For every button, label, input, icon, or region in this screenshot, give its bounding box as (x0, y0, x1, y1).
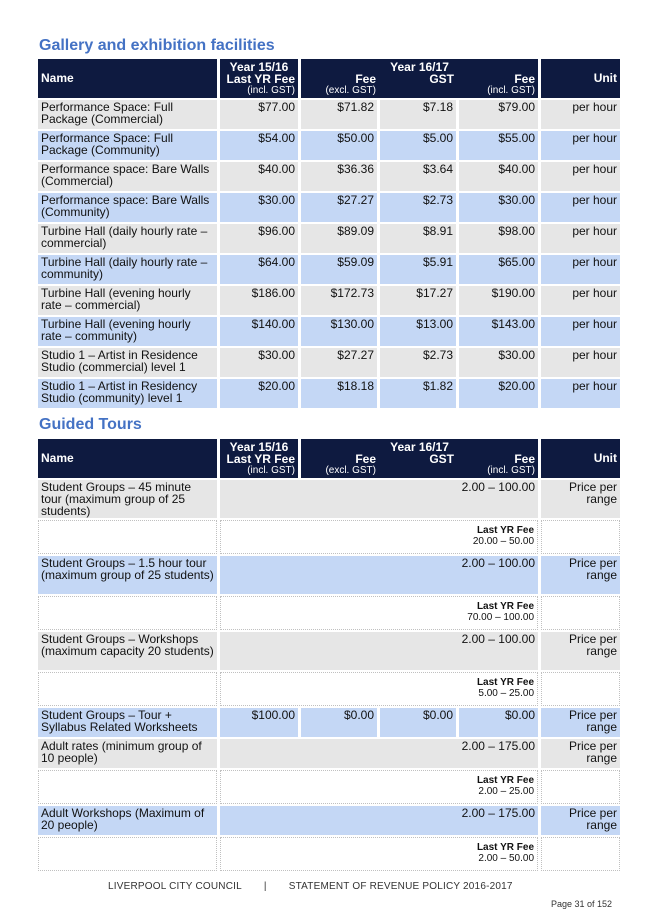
row-fee-range: 2.00 – 100.00 (220, 480, 538, 518)
header-name: Name (38, 439, 217, 478)
row-unit: per hour (541, 224, 620, 253)
row-name: Studio 1 – Artist in Residency Studio (community) level 1 (38, 379, 217, 408)
row-name: Student Groups – 1.5 hour tour (maximum group of 25 students) (38, 556, 217, 594)
row-gst: $7.18 (380, 100, 456, 129)
row-last-fee: $54.00 (220, 131, 298, 160)
row-fee-incl: $79.00 (459, 100, 538, 129)
header-fee-incl-sub: (incl. GST) (487, 85, 535, 96)
table-header-row (38, 439, 620, 478)
header-fee-incl-sub: (incl. GST) (487, 465, 535, 476)
row-fee-incl: $20.00 (459, 379, 538, 408)
header-year1-label: Year 15/16 (229, 60, 289, 74)
row-fee-incl: $98.00 (459, 224, 538, 253)
table-row (38, 806, 620, 835)
last-fee-range: 20.00 – 50.00 (472, 536, 535, 547)
footer-org: LIVERPOOL CITY COUNCIL (108, 881, 242, 892)
table-row (38, 131, 620, 160)
table-row (38, 162, 620, 191)
row-name: Turbine Hall (daily hourly rate – commercial) (38, 224, 217, 253)
row-unit: per hour (541, 379, 620, 408)
row-unit: Price per range (541, 806, 620, 835)
row-gst: $8.91 (380, 224, 456, 253)
table-row (38, 379, 620, 408)
header-last-fee-sub: (incl. GST) (247, 465, 295, 476)
page-number: Page 31 of 152 (550, 899, 612, 909)
table-row (38, 739, 620, 768)
header-last-fee: Last YR Fee (226, 452, 295, 466)
row-unit: Price per range (541, 739, 620, 768)
header-unit: Unit (541, 59, 620, 98)
row-unit: per hour (541, 255, 620, 284)
row-fee-incl: $30.00 (459, 193, 538, 222)
row-fee: $36.36 (301, 162, 377, 191)
table-row (38, 255, 620, 284)
last-fee-label: Last YR Fee (476, 842, 535, 853)
header-year2-label: Year 16/17 (390, 440, 449, 454)
header-last-fee: Last YR Fee (226, 72, 295, 86)
header-year2-label: Year 16/17 (390, 60, 449, 74)
header-year2 (301, 439, 538, 478)
row-name: Performance Space: Full Package (Commercial) (38, 100, 217, 129)
row-fee: $59.09 (301, 255, 377, 284)
table-row (38, 556, 620, 594)
row-last-fee: $186.00 (220, 286, 298, 315)
row-fee: $130.00 (301, 317, 377, 346)
header-name: Name (38, 59, 217, 98)
table-row (38, 632, 620, 670)
row-unit: per hour (541, 348, 620, 377)
table-row (38, 224, 620, 253)
table-row (38, 100, 620, 129)
last-fee-label: Last YR Fee (476, 601, 535, 612)
row-fee-range: 2.00 – 175.00 (220, 739, 538, 768)
row-unit: per hour (541, 317, 620, 346)
row-fee-incl: $65.00 (459, 255, 538, 284)
row-fee-incl: $143.00 (459, 317, 538, 346)
row-name: Adult rates (minimum group of 10 people) (38, 739, 217, 768)
table-row (38, 480, 620, 518)
table-row (38, 348, 620, 377)
footer-separator: | (263, 881, 267, 892)
tours-fees-table (35, 437, 623, 873)
row-gst: $2.73 (380, 193, 456, 222)
row-unit: per hour (541, 162, 620, 191)
row-fee: $50.00 (301, 131, 377, 160)
row-fee-incl: $0.00 (459, 708, 538, 737)
row-name: Student Groups – 45 minute tour (maximum group of 25 students) (38, 480, 217, 518)
header-fee: Fee (355, 452, 376, 466)
header-gst: GST (429, 452, 454, 466)
row-unit: Price per range (541, 632, 620, 670)
row-last-fee: $20.00 (220, 379, 298, 408)
last-fee-row (38, 520, 620, 554)
last-fee-row (38, 672, 620, 706)
header-fee-incl: Fee (514, 72, 535, 86)
row-fee-incl: $40.00 (459, 162, 538, 191)
row-last-fee: $64.00 (220, 255, 298, 284)
header-fee-sub: (excl. GST) (325, 465, 376, 476)
last-fee-label: Last YR Fee (476, 677, 535, 688)
row-gst: $5.00 (380, 131, 456, 160)
table-row (38, 708, 620, 737)
row-fee-range: 2.00 – 100.00 (220, 632, 538, 670)
row-gst: $13.00 (380, 317, 456, 346)
row-name: Adult Workshops (Maximum of 20 people) (38, 806, 217, 835)
row-gst: $5.91 (380, 255, 456, 284)
row-fee-range: 2.00 – 175.00 (220, 806, 538, 835)
table-row (38, 286, 620, 315)
last-fee-row (38, 770, 620, 804)
last-fee-label: Last YR Fee (476, 775, 535, 786)
row-fee: $27.27 (301, 193, 377, 222)
header-year1-label: Year 15/16 (229, 440, 289, 454)
footer (108, 881, 513, 892)
row-gst: $3.64 (380, 162, 456, 191)
last-fee-row (38, 837, 620, 871)
row-last-fee: $30.00 (220, 348, 298, 377)
row-name: Studio 1 – Artist in Residence Studio (commercial) level 1 (38, 348, 217, 377)
row-unit: Price per range (541, 556, 620, 594)
row-unit: per hour (541, 286, 620, 315)
row-fee-incl: $190.00 (459, 286, 538, 315)
row-fee: $18.18 (301, 379, 377, 408)
row-name: Performance space: Bare Walls (Commercial) (38, 162, 217, 191)
row-last-fee: $77.00 (220, 100, 298, 129)
gallery-section-title: Gallery and exhibition facilities (39, 37, 275, 54)
table-header-row (38, 59, 620, 98)
header-gst: GST (429, 72, 454, 86)
row-unit: Price per range (541, 480, 620, 518)
row-unit: Price per range (541, 708, 620, 737)
header-year1 (220, 439, 298, 478)
last-fee-range: 2.00 – 50.00 (478, 853, 535, 864)
header-last-fee-sub: (incl. GST) (247, 85, 295, 96)
header-fee-incl: Fee (514, 452, 535, 466)
row-fee-range: 2.00 – 100.00 (220, 556, 538, 594)
last-fee-range: 5.00 – 25.00 (478, 688, 535, 699)
row-fee: $89.09 (301, 224, 377, 253)
row-unit: per hour (541, 131, 620, 160)
header-unit: Unit (541, 439, 620, 478)
row-gst: $1.82 (380, 379, 456, 408)
table-row (38, 317, 620, 346)
row-fee: $71.82 (301, 100, 377, 129)
table-row (38, 193, 620, 222)
last-fee-label: Last YR Fee (476, 525, 535, 536)
last-fee-row (38, 596, 620, 630)
row-name: Performance Space: Full Package (Community) (38, 131, 217, 160)
row-fee: $27.27 (301, 348, 377, 377)
row-name: Turbine Hall (evening hourly rate – commercial) (38, 286, 217, 315)
row-last-fee: $100.00 (220, 708, 298, 737)
last-fee-range: 70.00 – 100.00 (467, 612, 535, 623)
row-last-fee: $140.00 (220, 317, 298, 346)
row-fee: $172.73 (301, 286, 377, 315)
row-gst: $17.27 (380, 286, 456, 315)
row-last-fee: $40.00 (220, 162, 298, 191)
row-name: Performance space: Bare Walls (Community) (38, 193, 217, 222)
header-year2 (301, 59, 538, 98)
row-fee-incl: $55.00 (459, 131, 538, 160)
row-last-fee: $96.00 (220, 224, 298, 253)
row-name: Turbine Hall (evening hourly rate – community) (38, 317, 217, 346)
last-fee-range: 2.00 – 25.00 (478, 786, 535, 797)
tours-section-title: Guided Tours (39, 416, 142, 433)
row-gst: $2.73 (380, 348, 456, 377)
row-last-fee: $30.00 (220, 193, 298, 222)
row-name: Student Groups – Workshops (maximum capacity 20 students) (38, 632, 217, 670)
row-gst: $0.00 (380, 708, 456, 737)
gallery-fees-table (35, 57, 623, 410)
row-name: Student Groups – Tour + Syllabus Related Worksheets (38, 708, 217, 737)
row-unit: per hour (541, 100, 620, 129)
row-unit: per hour (541, 193, 620, 222)
row-name: Turbine Hall (daily hourly rate – community) (38, 255, 217, 284)
row-fee-incl: $30.00 (459, 348, 538, 377)
header-year1 (220, 59, 298, 98)
footer-doc-title: STATEMENT OF REVENUE POLICY 2016-2017 (288, 881, 513, 892)
header-fee: Fee (355, 72, 376, 86)
row-fee: $0.00 (301, 708, 377, 737)
header-fee-sub: (excl. GST) (325, 85, 376, 96)
